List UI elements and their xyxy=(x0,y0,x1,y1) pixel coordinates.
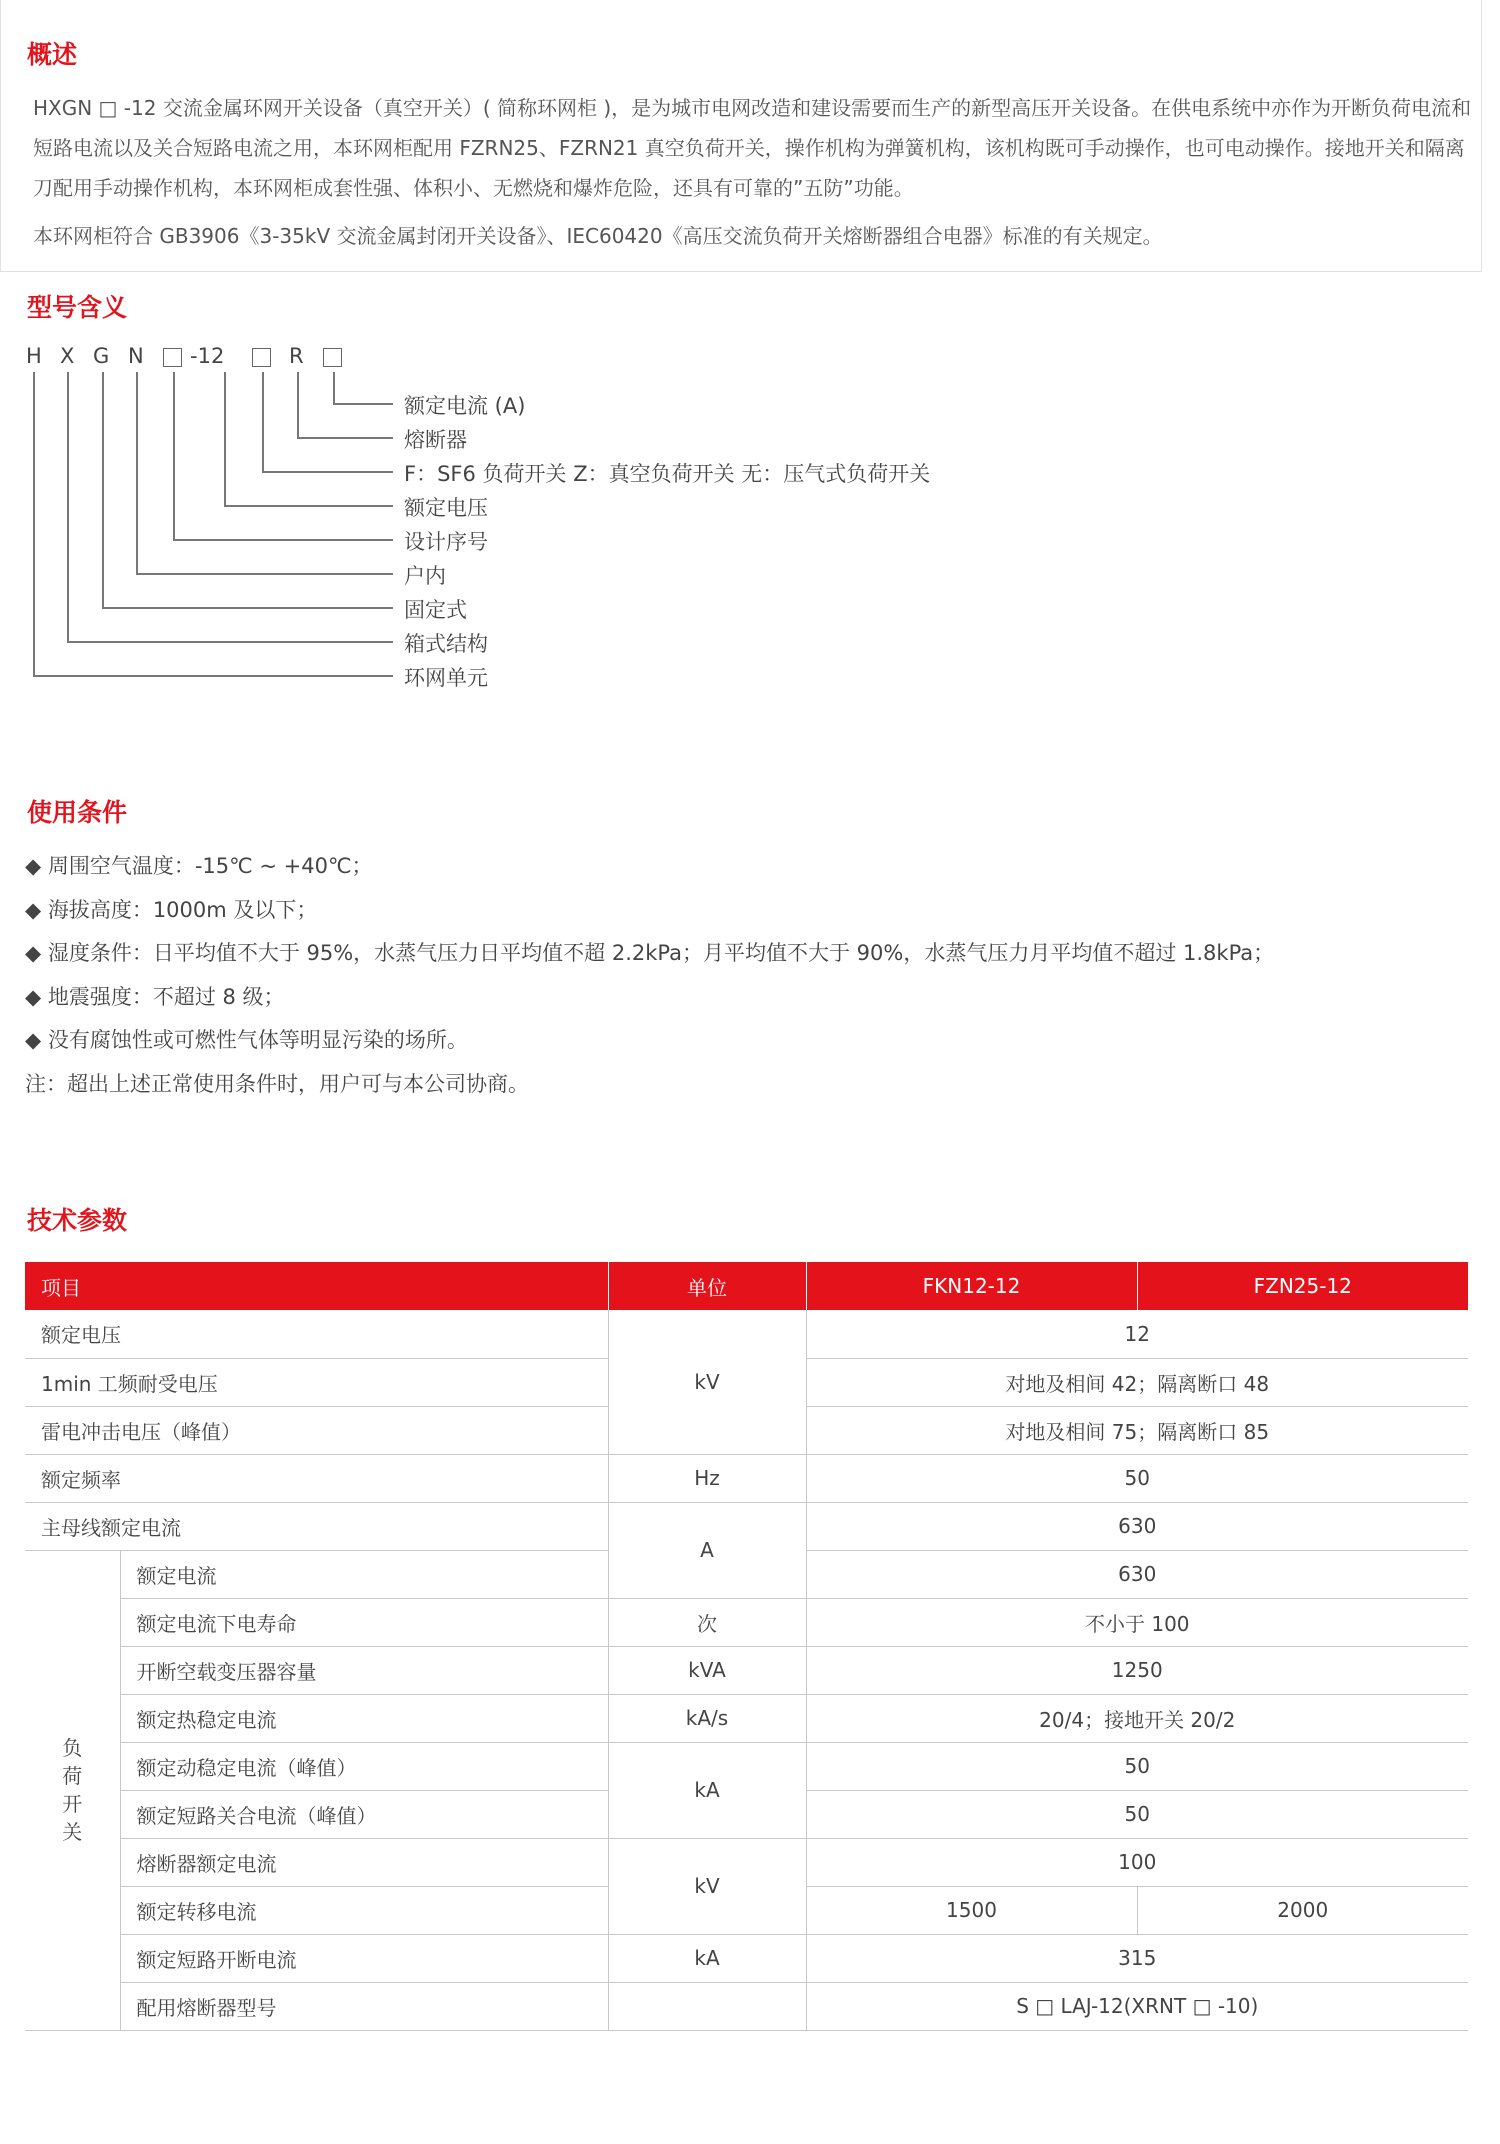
tech-title: 技术参数 xyxy=(27,1206,128,1235)
table-row xyxy=(25,1454,1468,1502)
row-item: 额定频率 xyxy=(25,1454,608,1502)
code-square-3 xyxy=(323,348,342,372)
model-title: 型号含义 xyxy=(27,293,128,322)
table-row xyxy=(25,1694,1468,1742)
row-item: 额定动稳定电流（峰值） xyxy=(120,1742,608,1790)
overview-paragraph-1: HXGN □ -12 交流金属环网开关设备（真空开关）( 简称环网柜 )，是为城市电网改造和建设需要而生产的新型高压开关设备。在供电系统中亦作为开断负荷电流和短路电流以及关合短路电流之用，本环网柜配用 FZRN25、FZRN21 真空负荷开关，操作机构为弹簧机构，该机构既可手动操作，也可电动操作。接地开关和隔离刀配用手动操作机构，本环网柜成套性强、体积小、无燃烧和爆炸危险，还具有可靠的”五防”功能。 xyxy=(33,96,1472,200)
code-rated-voltage: -12 xyxy=(190,344,225,368)
conditions-note: 注：超出上述正常使用条件时，用户可与本公司协商。 xyxy=(25,1072,529,1096)
group-load-switch xyxy=(25,1550,120,2030)
table-header-row xyxy=(25,1262,1468,1310)
group-label: 负荷开关 xyxy=(62,1736,83,1844)
tech-table xyxy=(25,1262,1468,2031)
code-square-2 xyxy=(252,348,271,372)
table-row xyxy=(25,1502,1468,1550)
row-value: 50 xyxy=(806,1790,1468,1838)
condition-pollution: ◆ 没有腐蚀性或可燃性气体等明显污染的场所。 xyxy=(25,1028,468,1052)
code-square-1 xyxy=(163,348,182,372)
overview-paragraph-2: 本环网柜符合 GB3906《3-35kV 交流金属封闭开关设备》、IEC60420《高压交流负荷开关熔断器组合电器》标准的有关规定。 xyxy=(33,224,1163,248)
row-item: 额定电流下电寿命 xyxy=(120,1598,608,1646)
condition-altitude: ◆ 海拔高度：1000m 及以下； xyxy=(25,898,318,922)
row-unit: Hz xyxy=(608,1454,806,1502)
row-item: 额定热稳定电流 xyxy=(120,1694,608,1742)
row-item: 配用熔断器型号 xyxy=(120,1982,608,2030)
condition-temperature: ◆ 周围空气温度：-15℃ ~ +40℃； xyxy=(25,854,373,878)
table-row xyxy=(25,1646,1468,1694)
row-value-fkn12: 1500 xyxy=(806,1886,1137,1934)
table-row xyxy=(25,1982,1468,2030)
model-label-fuse: 熔断器 xyxy=(404,428,467,452)
row-unit: kV xyxy=(608,1838,806,1934)
table-row xyxy=(25,1934,1468,1982)
row-item: 额定电流 xyxy=(120,1550,608,1598)
row-value: 1250 xyxy=(806,1646,1468,1694)
row-value: 对地及相间 42；隔离断口 48 xyxy=(806,1358,1468,1406)
row-unit: kV xyxy=(608,1310,806,1454)
code-letter-g: G xyxy=(93,344,110,368)
header-fkn12: FKN12-12 xyxy=(806,1262,1137,1310)
header-fzn25: FZN25-12 xyxy=(1137,1262,1468,1310)
row-unit: kVA xyxy=(608,1646,806,1694)
row-unit xyxy=(608,1982,806,2030)
code-letter-x: X xyxy=(60,344,75,368)
table-row xyxy=(25,1310,1468,1358)
row-value: 315 xyxy=(806,1934,1468,1982)
row-unit: kA xyxy=(608,1742,806,1838)
row-item: 开断空载变压器容量 xyxy=(120,1646,608,1694)
row-value: 50 xyxy=(806,1742,1468,1790)
table-row xyxy=(25,1598,1468,1646)
code-letter-h: H xyxy=(26,344,42,368)
model-label-switch-type: F：SF6 负荷开关 Z：真空负荷开关 无：压气式负荷开关 xyxy=(404,462,931,486)
row-unit: kA/s xyxy=(608,1694,806,1742)
overview-title: 概述 xyxy=(27,40,78,69)
model-label-ring-unit: 环网单元 xyxy=(404,666,488,690)
row-unit: 次 xyxy=(608,1598,806,1646)
code-letter-r: R xyxy=(289,344,304,368)
model-label-rated-current: 额定电流 (A) xyxy=(404,394,526,418)
header-item: 项目 xyxy=(25,1262,608,1310)
row-item: 额定短路开断电流 xyxy=(120,1934,608,1982)
row-value: 12 xyxy=(806,1310,1468,1358)
row-item: 额定电压 xyxy=(25,1310,608,1358)
row-value: 630 xyxy=(806,1502,1468,1550)
row-value: 630 xyxy=(806,1550,1468,1598)
condition-earthquake: ◆ 地震强度：不超过 8 级； xyxy=(25,985,285,1009)
model-label-design-number: 设计序号 xyxy=(404,530,488,554)
row-unit: A xyxy=(608,1502,806,1598)
row-item: 主母线额定电流 xyxy=(25,1502,608,1550)
row-item: 额定短路关合电流（峰值） xyxy=(120,1790,608,1838)
model-label-fixed: 固定式 xyxy=(404,598,467,622)
condition-humidity: ◆ 湿度条件：日平均值不大于 95%，水蒸气压力日平均值不超 2.2kPa；月平均值不大于 90%，水蒸气压力月平均值不超过 1.8kPa； xyxy=(25,941,1275,965)
conditions-title: 使用条件 xyxy=(27,798,128,827)
row-item: 熔断器额定电流 xyxy=(120,1838,608,1886)
row-value: 100 xyxy=(806,1838,1468,1886)
table-row xyxy=(25,1742,1468,1790)
row-item: 1min 工频耐受电压 xyxy=(25,1358,608,1406)
code-letter-n: N xyxy=(128,344,144,368)
row-item: 额定转移电流 xyxy=(120,1886,608,1934)
model-label-rated-voltage: 额定电压 xyxy=(404,496,488,520)
row-value: 不小于 100 xyxy=(806,1598,1468,1646)
row-item: 雷电冲击电压（峰值） xyxy=(25,1406,608,1454)
row-unit: kA xyxy=(608,1934,806,1982)
row-value: 50 xyxy=(806,1454,1468,1502)
model-label-box-structure: 箱式结构 xyxy=(404,632,488,656)
row-value-fzn25: 2000 xyxy=(1137,1886,1468,1934)
table-row xyxy=(25,1838,1468,1886)
header-unit: 单位 xyxy=(608,1262,806,1310)
row-value: S □ LAJ-12(XRNT □ -10) xyxy=(806,1982,1468,2030)
row-value: 20/4；接地开关 20/2 xyxy=(806,1694,1468,1742)
model-label-indoor: 户内 xyxy=(404,564,446,588)
row-value: 对地及相间 75；隔离断口 85 xyxy=(806,1406,1468,1454)
